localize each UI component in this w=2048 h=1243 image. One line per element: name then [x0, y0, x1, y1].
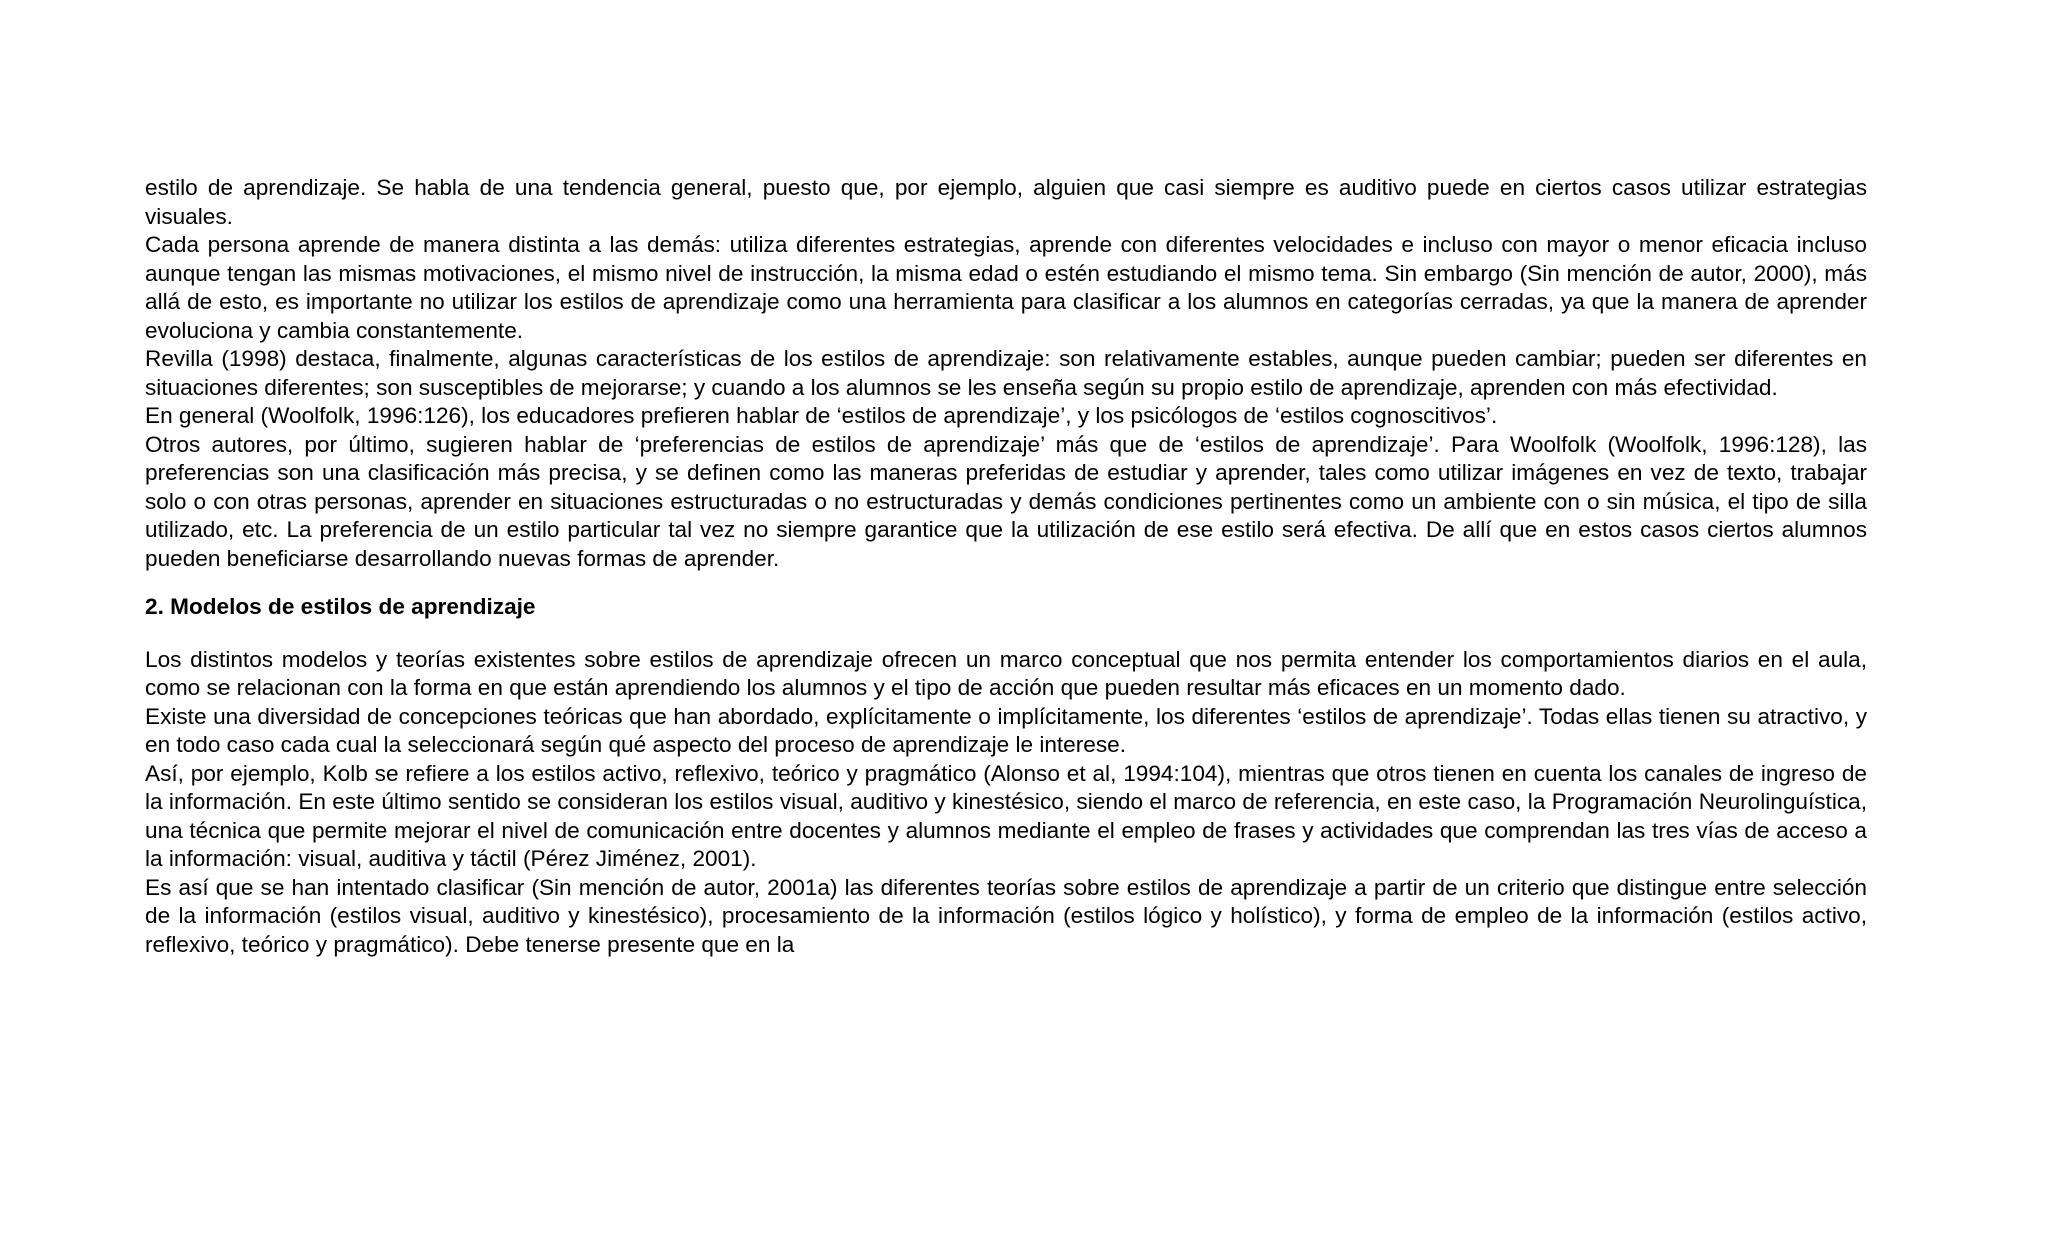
- paragraph-woolfolk-general: En general (Woolfolk, 1996:126), los educadores prefieren hablar de ‘estilos de aprendizaje’, y los psicólogos de ‘estilos cognoscitivos’.: [145, 403, 1498, 428]
- paragraph-theoretical-conceptions: Existe una diversidad de concepciones teóricas que han abordado, explícitamente o implícitamente, los diferentes ‘estilos de aprendizaje’. Todas ellas tienen su atractivo, y en todo caso cada cual la seleccionará según qué aspecto del proceso de aprendizaje le interese.: [145, 703, 1867, 757]
- document-page: [145, 174, 1867, 959]
- paragraph-revilla: Revilla (1998) destaca, finalmente, algunas características de los estilos de aprendizaje: son relativamente estables, aunque pueden cambiar; pueden ser diferentes en situaciones diferentes; son susceptibles de mejorarse; y cuando a los alumnos se les enseña según su propio estilo de aprendizaje, aprenden con más efectividad.: [145, 346, 1867, 400]
- paragraph-kolb-styles: Así, por ejemplo, Kolb se refiere a los estilos activo, reflexivo, teórico y pragmático (Alonso et al, 1994:104), mientras que otros tienen en cuenta los canales de ingreso de la información. En este último sentido se consideran los estilos visual, auditivo y kinestésico, siendo el marco de referencia, en este caso, la Programación Neurolinguística, una técnica que permite mejorar el nivel de comunicación entre docentes y alumnos mediante el empleo de frases y actividades que comprendan las tres vías de acceso a la información: visual, auditiva y táctil (Pérez Jiménez, 2001).: [145, 760, 1867, 871]
- paragraph-individual-learning: Cada persona aprende de manera distinta a las demás: utiliza diferentes estrategias, aprende con diferentes velocidades e incluso con mayor o menor eficacia incluso aunque tengan las mismas motivaciones, el mismo nivel de instrucción, la misma edad o estén estudiando el mismo tema. Sin embargo (Sin mención de autor, 2000), más allá de esto, es importante no utilizar los estilos de aprendizaje como una herramienta para clasificar a los alumnos en categorías cerradas, ya que la manera de aprender evoluciona y cambia constantemente.: [145, 232, 1867, 343]
- paragraph-models-theories: Los distintos modelos y teorías existentes sobre estilos de aprendizaje ofrecen un marco conceptual que nos permita entender los comportamientos diarios en el aula, como se relacionan con la forma en que están aprendiendo los alumnos y el tipo de acción que pueden resultar más eficaces en un momento dado.: [145, 646, 1867, 700]
- paragraph-learning-style-tendency: estilo de aprendizaje. Se habla de una tendencia general, puesto que, por ejemplo, alguien que casi siempre es auditivo puede en ciertos casos utilizar estrategias visuales.: [145, 175, 1867, 229]
- section-heading: 2. Modelos de estilos de aprendizaje: [145, 594, 536, 619]
- paragraph-classification: Es así que se han intentado clasificar (Sin mención de autor, 2001a) las diferentes teorías sobre estilos de aprendizaje a partir de un criterio que distingue entre selección de la información (estilos visual, auditivo y kinestésico), procesamiento de la información (estilos lógico y holístico), y forma de empleo de la información (estilos activo, reflexivo, teórico y pragmático). Debe tenerse presente que en la: [145, 874, 1867, 957]
- paragraph-preferences: Otros autores, por último, sugieren hablar de ‘preferencias de estilos de aprendizaje’ más que de ‘estilos de aprendizaje’. Para Woolfolk (Woolfolk, 1996:128), las preferencias son una clasificación más precisa, y se definen como las maneras preferidas de estudiar y aprender, tales como utilizar imágenes en vez de texto, trabajar solo o con otras personas, aprender en situaciones estructuradas o no estructuradas y demás condiciones pertinentes como un ambiente con o sin música, el tipo de silla utilizado, etc. La preferencia de un estilo particular tal vez no siempre garantice que la utilización de ese estilo será efectiva. De allí que en estos casos ciertos alumnos pueden beneficiarse desarrollando nuevas formas de aprender.: [145, 431, 1867, 571]
